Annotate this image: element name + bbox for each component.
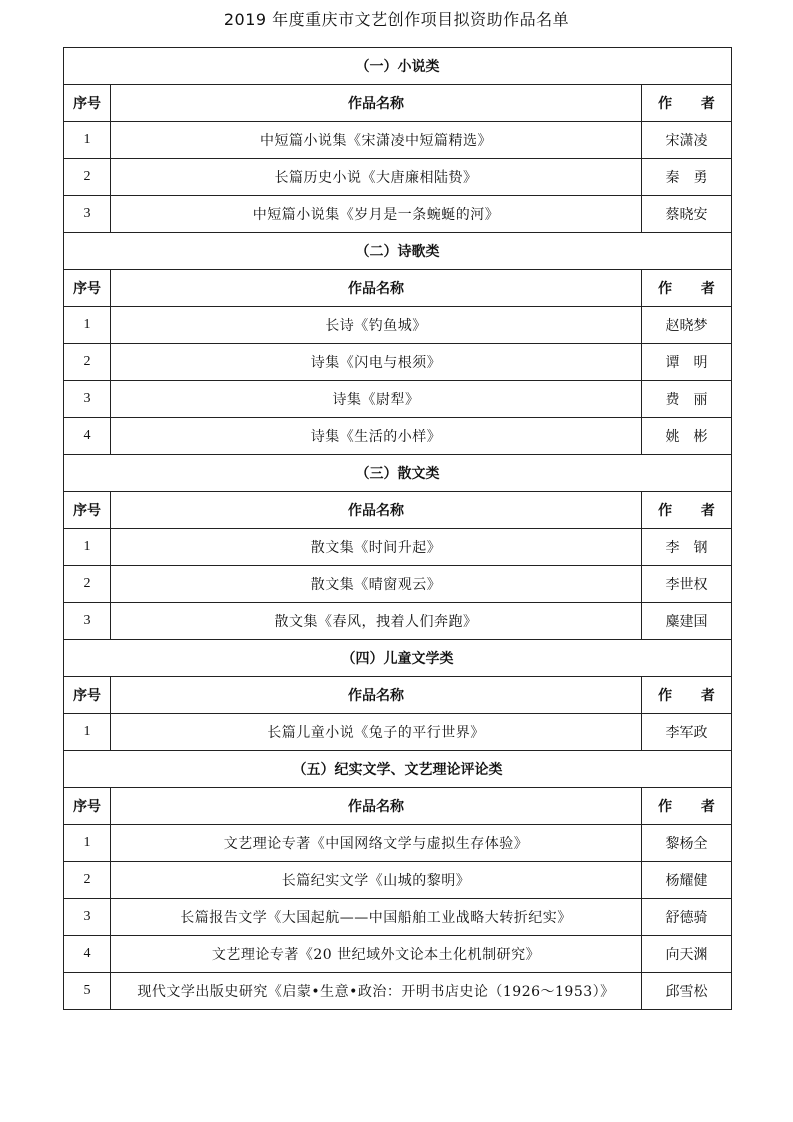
- work-title: 散文集《春风，拽着人们奔跑》: [111, 603, 642, 640]
- column-header-name: 作品名称: [111, 270, 642, 307]
- work-title: 中短篇小说集《宋潇凌中短篇精选》: [111, 122, 642, 159]
- section-heading-row: [64, 455, 732, 492]
- table-row: [64, 936, 732, 973]
- column-header-row: [64, 492, 732, 529]
- table-row: [64, 973, 732, 1010]
- table-row: [64, 566, 732, 603]
- author-name: 舒德骑: [642, 899, 732, 936]
- column-header-no: 序号: [64, 85, 111, 122]
- column-header-author: 作 者: [642, 788, 732, 825]
- row-number: 2: [64, 566, 111, 603]
- table-row: [64, 159, 732, 196]
- author-name: 费 丽: [642, 381, 732, 418]
- work-title: 长诗《钓鱼城》: [111, 307, 642, 344]
- table-row: [64, 899, 732, 936]
- section-heading-row: [64, 751, 732, 788]
- author-name: 李 钢: [642, 529, 732, 566]
- section-heading-row: [64, 48, 732, 85]
- work-title: 长篇纪实文学《山城的黎明》: [111, 862, 642, 899]
- row-number: 2: [64, 862, 111, 899]
- author-name: 李军政: [642, 714, 732, 751]
- column-header-author: 作 者: [642, 270, 732, 307]
- work-title: 散文集《时间升起》: [111, 529, 642, 566]
- table-row: [64, 196, 732, 233]
- work-title: 诗集《闪电与根须》: [111, 344, 642, 381]
- work-title: 散文集《晴窗观云》: [111, 566, 642, 603]
- table-row: [64, 418, 732, 455]
- author-name: 姚 彬: [642, 418, 732, 455]
- work-title: 中短篇小说集《岁月是一条蜿蜒的河》: [111, 196, 642, 233]
- table-row: [64, 603, 732, 640]
- row-number: 5: [64, 973, 111, 1010]
- table-row: [64, 344, 732, 381]
- row-number: 4: [64, 418, 111, 455]
- author-name: 蔡晓安: [642, 196, 732, 233]
- author-name: 麋建国: [642, 603, 732, 640]
- work-title: 长篇历史小说《大唐廉相陆贽》: [111, 159, 642, 196]
- column-header-row: [64, 85, 732, 122]
- column-header-no: 序号: [64, 788, 111, 825]
- author-name: 秦 勇: [642, 159, 732, 196]
- author-name: 杨耀健: [642, 862, 732, 899]
- row-number: 1: [64, 714, 111, 751]
- column-header-name: 作品名称: [111, 677, 642, 714]
- row-number: 4: [64, 936, 111, 973]
- row-number: 3: [64, 899, 111, 936]
- table-row: [64, 381, 732, 418]
- column-header-no: 序号: [64, 677, 111, 714]
- column-header-author: 作 者: [642, 492, 732, 529]
- column-header-row: [64, 788, 732, 825]
- table-row: [64, 307, 732, 344]
- table-row: [64, 862, 732, 899]
- table-row: [64, 122, 732, 159]
- work-title: 长篇报告文学《大国起航——中国船舶工业战略大转折纪实》: [111, 899, 642, 936]
- work-title: 现代文学出版史研究《启蒙•生意•政治：开明书店史论（1926～1953）》: [111, 973, 642, 1010]
- column-header-row: [64, 677, 732, 714]
- row-number: 3: [64, 603, 111, 640]
- author-name: 谭 明: [642, 344, 732, 381]
- column-header-no: 序号: [64, 270, 111, 307]
- column-header-name: 作品名称: [111, 492, 642, 529]
- section-heading-row: [64, 640, 732, 677]
- table-row: [64, 529, 732, 566]
- author-name: 邱雪松: [642, 973, 732, 1010]
- row-number: 1: [64, 529, 111, 566]
- section-heading: （二）诗歌类: [64, 233, 732, 270]
- section-heading-row: [64, 233, 732, 270]
- row-number: 3: [64, 196, 111, 233]
- row-number: 1: [64, 122, 111, 159]
- section-heading: （五）纪实文学、文艺理论评论类: [64, 751, 732, 788]
- table-row: [64, 825, 732, 862]
- section-heading: （一）小说类: [64, 48, 732, 85]
- table-body: [64, 48, 732, 1010]
- section-heading: （四）儿童文学类: [64, 640, 732, 677]
- work-title: 文艺理论专著《中国网络文学与虚拟生存体验》: [111, 825, 642, 862]
- row-number: 3: [64, 381, 111, 418]
- row-number: 2: [64, 159, 111, 196]
- page-title: 2019 年度重庆市文艺创作项目拟资助作品名单: [223, 10, 570, 29]
- author-name: 黎杨全: [642, 825, 732, 862]
- column-header-name: 作品名称: [111, 85, 642, 122]
- author-name: 赵晓梦: [642, 307, 732, 344]
- work-title: 文艺理论专著《20 世纪域外文论本土化机制研究》: [111, 936, 642, 973]
- column-header-author: 作 者: [642, 85, 732, 122]
- work-title: 诗集《尉犁》: [111, 381, 642, 418]
- column-header-row: [64, 270, 732, 307]
- funding-list-table: [63, 47, 732, 1010]
- work-title: 诗集《生活的小样》: [111, 418, 642, 455]
- row-number: 1: [64, 825, 111, 862]
- row-number: 2: [64, 344, 111, 381]
- column-header-name: 作品名称: [111, 788, 642, 825]
- column-header-no: 序号: [64, 492, 111, 529]
- row-number: 1: [64, 307, 111, 344]
- table-row: [64, 714, 732, 751]
- section-heading: （三）散文类: [64, 455, 732, 492]
- work-title: 长篇儿童小说《兔子的平行世界》: [111, 714, 642, 751]
- author-name: 宋潇凌: [642, 122, 732, 159]
- column-header-author: 作 者: [642, 677, 732, 714]
- author-name: 李世权: [642, 566, 732, 603]
- author-name: 向天渊: [642, 936, 732, 973]
